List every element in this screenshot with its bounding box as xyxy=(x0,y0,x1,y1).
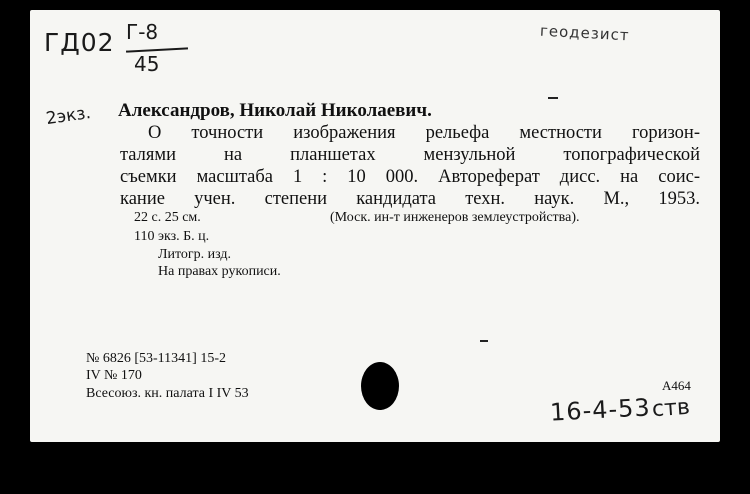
inventory-code: А464 xyxy=(662,378,691,393)
shelf-mark-numerator: Г-8 xyxy=(126,20,159,44)
pen-mark xyxy=(548,97,558,99)
title-line-1: О точности изображения рельефа местности горизон- xyxy=(148,123,700,143)
handwritten-date: 16-4-53 xyxy=(549,393,652,427)
rights-note: На правах рукописи. xyxy=(158,264,281,279)
subject-note: геодезист xyxy=(539,21,631,45)
pen-mark xyxy=(480,340,488,342)
print-run: 110 экз. Б. ц. xyxy=(134,229,210,244)
physical-description: 22 с. 25 см. xyxy=(134,210,201,225)
shelf-mark-code: ГД02 xyxy=(44,28,115,57)
handwritten-initials: ств xyxy=(651,394,691,423)
title-line-2: талями на планшетах мензульной топографической xyxy=(120,145,700,165)
registration-line-3: Всесоюз. кн. палата I IV 53 xyxy=(86,386,249,401)
punch-hole xyxy=(361,362,399,410)
printing-method: Литогр. изд. xyxy=(158,247,232,262)
copies-note-handwritten: 2экз. xyxy=(44,102,93,130)
title-line-3: съемки масштаба 1 : 10 000. Автореферат дисс. на соис- xyxy=(120,167,700,187)
registration-line-2: IV № 170 xyxy=(86,368,142,383)
publisher-note: (Моск. ин-т инженеров землеустройства). xyxy=(330,210,580,225)
catalog-card xyxy=(30,10,720,442)
author-heading: Александров, Николай Николаевич. xyxy=(118,100,432,121)
registration-line-1: № 6826 [53-11341] 15-2 xyxy=(86,351,226,366)
shelf-mark-denominator: 45 xyxy=(134,52,160,76)
title-line-4: кание учен. степени кандидата техн. наук. М., 1953. xyxy=(120,189,700,209)
